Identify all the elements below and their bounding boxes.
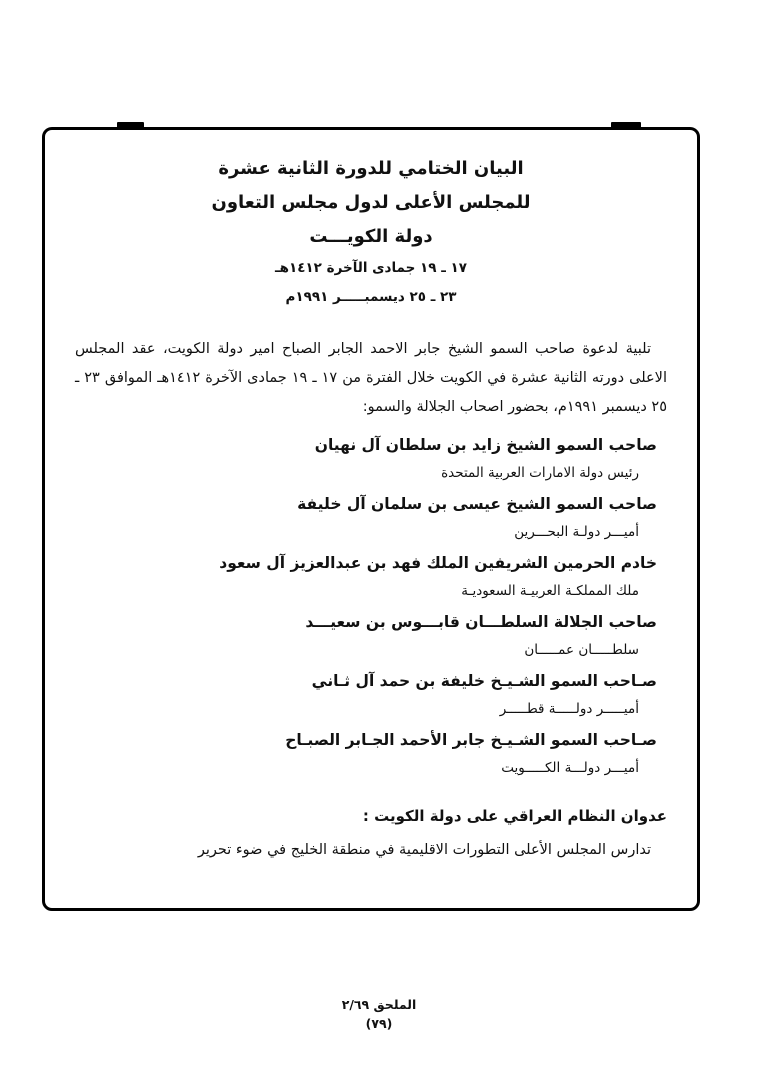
leader-entry-bahrain [75,489,667,546]
registration-mark-right [611,122,641,129]
section-heading: عدوان النظام العراقي على دولة الكويت : [362,807,667,825]
leader-name: صاحب الجلالة السلطـــان قابـــوس بن سعيـــد [305,613,657,631]
leader-name: خادم الحرمين الشريفين الملك فهد بن عبدالعزيز آل سعود [219,554,657,572]
leader-entry-uae [75,430,667,487]
leader-title: أميـــــر دولـــــة قطـــــر [499,701,639,717]
leader-entry-kuwait [75,725,667,782]
leader-title: ملك المملكـة العربيـة السعوديـة [461,583,639,599]
appendix-label: الملحق ٢/٦٩ [341,997,417,1012]
registration-mark-left [117,122,144,129]
document-title-line-1: البيان الختامي للدورة الثانية عشرة [218,158,524,179]
intro-paragraph: تلبية لدعوة صاحب السمو الشيخ جابر الاحمد الجابر الصباح امير دولة الكويت، عقد المجلس الاعلى دورته الثانية عشرة في الكويت خلال الفترة من ١٧ ـ ١٩ جمادى الآخرة ١٤١٢هـ الموافق ٢٣ ـ ٢٥ ديسمبر ١٩٩١م، بحضور اصحاب الجلالة والسمو: [75,341,667,415]
title-block [75,152,667,312]
section-first-line: تدارس المجلس الأعلى التطورات الاقليمية في منطقة الخليج في ضوء تحرير [197,842,651,858]
document-title-line-2: للمجلس الأعلى لدول مجلس التعاون [211,192,531,213]
leader-name: صاحب السمو الشيخ زايد بن سلطان آل نهيان [314,436,657,454]
hijri-date: ١٧ ـ ١٩ جمادى الآخرة ١٤١٢هـ [274,260,468,276]
leader-entry-saudi-arabia [75,548,667,605]
document-border-frame [42,127,700,911]
leaders-list [75,430,667,782]
leader-title: أميـــر دولـة البحـــرين [514,524,639,540]
page-number: (٧٩) [365,1016,393,1031]
page-footer [0,995,758,1033]
document-title-line-3: دولة الكويـــت [309,226,433,247]
document-content [45,130,697,908]
gregorian-date: ٢٣ ـ ٢٥ ديسمبـــــر ١٩٩١م [285,289,457,305]
leader-title: سلطـــــان عمـــــان [524,642,639,658]
leader-entry-oman [75,607,667,664]
leader-name: صـاحب السمو الشـيـخ خليفة بن حمد آل ثـاني [311,672,657,690]
leader-title: رئيس دولة الامارات العربية المتحدة [441,465,639,481]
leader-title: أميـــر دولـــة الكـــــويت [501,760,639,776]
leader-name: صاحب السمو الشيخ عيسى بن سلمان آل خليفة [297,495,657,513]
leader-name: صـاحب السمو الشـيـخ جابر الأحمد الجـابر الصبـاح [285,731,657,749]
leader-entry-qatar [75,666,667,723]
